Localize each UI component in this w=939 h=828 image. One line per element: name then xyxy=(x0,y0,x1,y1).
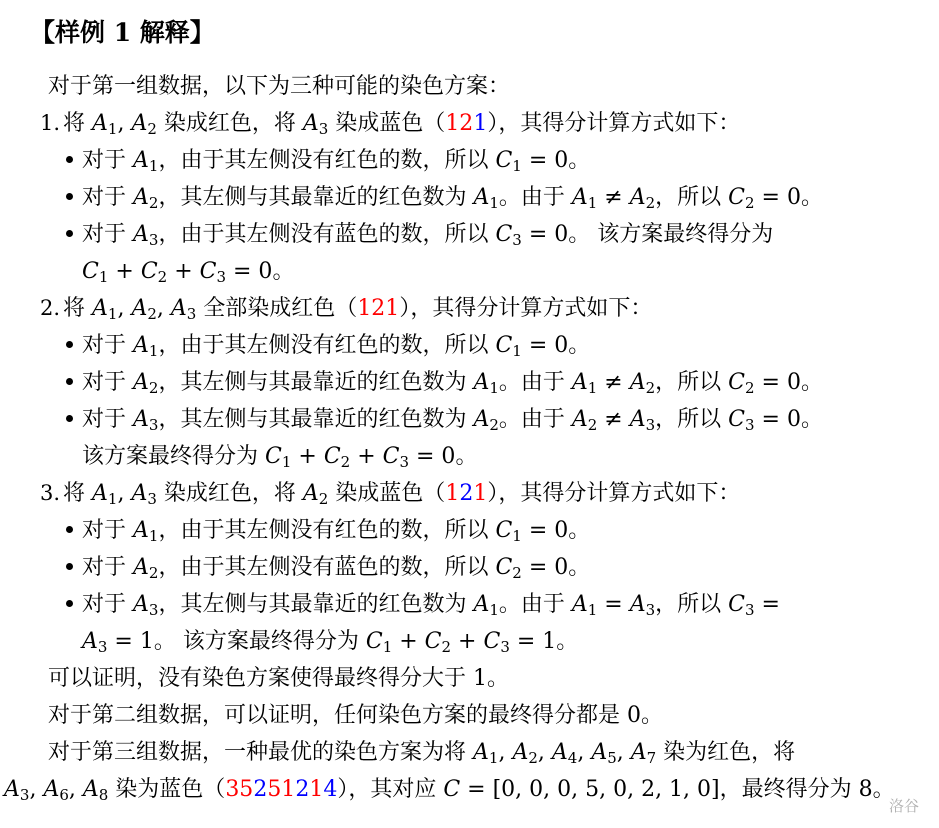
text-run: = 0 xyxy=(226,259,273,284)
text-run: A xyxy=(131,296,148,321)
bullet-item xyxy=(0,364,939,401)
text-run: A xyxy=(131,481,148,506)
text-run: 4 xyxy=(567,749,578,767)
paragraph-line xyxy=(0,771,939,808)
text-run: 染成蓝色（ xyxy=(328,111,446,136)
text-run: 3 xyxy=(645,416,656,434)
text-run: + xyxy=(392,629,425,654)
text-run: 对于 xyxy=(82,222,133,247)
text-run: A xyxy=(92,481,108,506)
text-run: C xyxy=(495,333,513,358)
text-run: 对于 xyxy=(82,518,133,543)
text-run: ≠ xyxy=(597,370,630,395)
text-run: A xyxy=(43,777,60,802)
text-run: 该方案最终得分为 xyxy=(82,444,265,469)
text-run: C xyxy=(140,259,158,284)
text-run: ，由于其左侧没有红色的数，所以 xyxy=(158,148,496,173)
numbered-item xyxy=(0,290,939,327)
text-run: 1 xyxy=(512,527,522,545)
text-run: , xyxy=(616,740,631,765)
text-run: 对于 xyxy=(82,370,133,395)
text-run: 1 xyxy=(148,342,159,360)
text-run: = 1 xyxy=(107,629,154,654)
text-run: A xyxy=(629,592,646,617)
text-run: 对于 xyxy=(82,185,133,210)
text-run: 。 xyxy=(872,777,895,802)
text-run: C xyxy=(728,592,746,617)
text-run: 3 xyxy=(186,305,197,323)
text-run: 3 xyxy=(318,120,329,138)
bullet-icon xyxy=(66,156,73,163)
bullet-item xyxy=(0,512,939,549)
text-run: A xyxy=(473,740,489,765)
text-run: 染成蓝色（ xyxy=(328,481,446,506)
text-run: C xyxy=(495,222,513,247)
continuation-line xyxy=(0,253,939,290)
text-run: + xyxy=(291,444,324,469)
text-run: C xyxy=(728,407,746,432)
text-run: C xyxy=(323,444,341,469)
text-run: C xyxy=(199,259,217,284)
text-run: A xyxy=(630,740,647,765)
text-run: 。 xyxy=(455,444,478,469)
text-run: 1 xyxy=(445,481,460,506)
text-run: 。 xyxy=(487,666,510,691)
text-run: , xyxy=(577,740,592,765)
text-run: 。由于 xyxy=(498,370,572,395)
text-run: 1 xyxy=(382,638,393,656)
text-run: = 0 xyxy=(521,222,569,247)
text-run: 3 xyxy=(216,268,227,286)
bullet-item xyxy=(0,586,939,623)
bullet-item xyxy=(0,549,939,586)
text-run: 对于 xyxy=(82,407,133,432)
text-run: ，其左侧与其最靠近的红色数为 xyxy=(158,370,474,395)
text-run: A xyxy=(170,296,187,321)
bullet-icon xyxy=(66,415,73,422)
text-run: C xyxy=(728,185,746,210)
text-run: A xyxy=(133,185,149,210)
text-run: 12 xyxy=(445,111,474,136)
text-run: A xyxy=(302,481,319,506)
text-run: 2 xyxy=(459,481,474,506)
text-run: ，由于其左侧没有红色的数，所以 xyxy=(158,333,496,358)
text-run: A xyxy=(571,185,588,210)
text-run: A xyxy=(4,777,20,802)
text-run: 。 xyxy=(800,185,823,210)
text-run: A xyxy=(92,111,108,136)
text-run: A xyxy=(133,148,149,173)
text-run: 3 xyxy=(500,638,510,656)
text-run: C xyxy=(424,629,442,654)
text-run: 3 xyxy=(19,786,30,804)
text-run: 8 xyxy=(98,786,109,804)
text-run: 2 xyxy=(645,379,656,397)
text-run: 2 xyxy=(512,564,522,582)
text-run: 3 xyxy=(148,601,159,619)
luogu-watermark: 洛谷 xyxy=(888,797,919,815)
text-run: = [0, 0, 0, 5, 0, 2, 1, 0] xyxy=(460,777,720,802)
text-run: 。 xyxy=(568,333,591,358)
text-run: A xyxy=(629,370,646,395)
text-run: = 1 xyxy=(509,629,557,654)
text-run: 将 xyxy=(63,111,92,136)
bullet-item xyxy=(0,142,939,179)
bullet-icon xyxy=(66,600,73,607)
text-run: 7 xyxy=(646,749,657,767)
text-run: A xyxy=(591,740,608,765)
text-run: 1 xyxy=(107,120,118,138)
text-run: A xyxy=(82,777,99,802)
page-title: 【样例 1 解释】 xyxy=(30,18,215,47)
text-run: ，所以 xyxy=(655,407,729,432)
text-run: 1 xyxy=(148,157,159,175)
text-run: C xyxy=(728,370,746,395)
text-run: 2 xyxy=(745,194,755,212)
text-run: = 0 xyxy=(754,407,801,432)
text-run: , xyxy=(117,296,132,321)
text-run: 对于 xyxy=(82,555,133,580)
text-run: 2 xyxy=(148,564,159,582)
text-run: 。 xyxy=(568,148,591,173)
text-run: = 0 xyxy=(521,555,569,580)
text-run: 。由于 xyxy=(498,185,572,210)
text-run: + xyxy=(108,259,141,284)
text-run: A xyxy=(571,370,588,395)
text-run: 2 xyxy=(340,453,351,471)
text-run: ，其左侧与其最靠近的红色数为 xyxy=(158,185,474,210)
text-run: C xyxy=(82,259,99,284)
text-run: , xyxy=(498,740,513,765)
text-run: C xyxy=(495,518,513,543)
text-run: 2 xyxy=(147,120,157,138)
text-run: 1 xyxy=(489,194,499,212)
text-run: ，其左侧与其最靠近的红色数为 xyxy=(158,592,474,617)
text-run: 1 xyxy=(148,527,159,545)
text-run: A xyxy=(133,555,149,580)
text-run: 3 xyxy=(399,453,410,471)
text-run: 。 xyxy=(568,518,591,543)
text-run: C xyxy=(382,444,400,469)
text-run: A xyxy=(551,740,568,765)
text-run: A xyxy=(133,407,149,432)
item-number: 2. xyxy=(40,296,61,320)
text-run: 8 xyxy=(858,777,873,802)
text-run: = 0 xyxy=(521,148,569,173)
text-run: = 0 xyxy=(409,444,456,469)
text-run: 染成红色，将 xyxy=(156,481,303,506)
text-run: 1 xyxy=(587,601,598,619)
text-run: , xyxy=(117,111,132,136)
text-run: = xyxy=(597,592,630,617)
text-run: 1 xyxy=(587,194,598,212)
text-run: A xyxy=(473,370,490,395)
text-run: ，其左侧与其最靠近的红色数为 xyxy=(158,407,474,432)
text-run: A xyxy=(133,592,149,617)
text-run: 。 xyxy=(800,407,823,432)
text-run: 可以证明，没有染色方案使得最终得分大于 xyxy=(48,666,473,691)
text-run: , xyxy=(537,740,552,765)
text-run: 2 xyxy=(318,490,329,508)
text-run: 2 xyxy=(489,416,499,434)
bullet-item xyxy=(0,327,939,364)
continuation-line xyxy=(0,438,939,475)
text-run: 1 xyxy=(512,342,522,360)
text-run: 染为红色，将 xyxy=(656,740,796,765)
text-run: 1 xyxy=(489,601,499,619)
text-run: ，由于其左侧没有蓝色的数，所以 xyxy=(158,555,496,580)
text-run: ），其得分计算方式如下： xyxy=(399,296,653,321)
text-run: = xyxy=(754,592,780,617)
paragraph-line xyxy=(0,734,939,771)
text-run: 1 xyxy=(281,453,292,471)
text-run: 1 xyxy=(473,666,487,691)
document-body xyxy=(0,68,939,808)
text-run: 2 xyxy=(295,777,310,802)
text-run: 1 xyxy=(309,777,324,802)
text-run: 3 xyxy=(512,231,522,249)
text-run: 0 xyxy=(627,703,641,728)
text-run: 1 xyxy=(107,305,118,323)
text-run: C xyxy=(483,629,501,654)
text-run: 。 xyxy=(568,555,591,580)
text-run: 2 xyxy=(147,305,157,323)
text-run: + xyxy=(350,444,383,469)
bullet-item xyxy=(0,401,939,438)
text-run: = 0 xyxy=(521,333,569,358)
paragraph-line xyxy=(0,697,939,734)
numbered-item xyxy=(0,105,939,142)
text-run: 2 xyxy=(745,379,755,397)
text-run: 3 xyxy=(147,490,157,508)
text-run: A xyxy=(473,592,490,617)
text-run: A xyxy=(133,370,149,395)
text-run: 5 xyxy=(607,749,617,767)
text-run: A xyxy=(629,185,646,210)
text-run: 3 xyxy=(745,416,755,434)
text-run: 对于第三组数据，一种最优的染色方案为将 xyxy=(48,740,473,765)
text-run: A xyxy=(302,111,319,136)
text-run: C xyxy=(265,444,282,469)
bullet-icon xyxy=(66,378,73,385)
bullet-icon xyxy=(66,526,73,533)
bullet-icon xyxy=(66,230,73,237)
text-run: 将 xyxy=(63,481,92,506)
text-run: A xyxy=(629,407,646,432)
text-run: 3 xyxy=(148,231,159,249)
text-run: A xyxy=(473,407,490,432)
text-run: 2 xyxy=(528,749,538,767)
text-run: 3 xyxy=(148,416,159,434)
text-run: 对于 xyxy=(82,592,133,617)
text-run: 2 xyxy=(157,268,168,286)
text-run: 染成红色，将 xyxy=(156,111,303,136)
text-run: ，由于其左侧没有红色的数，所以 xyxy=(158,518,496,543)
text-run: ，所以 xyxy=(655,185,729,210)
text-run: 。 xyxy=(272,259,295,284)
continuation-line xyxy=(0,623,939,660)
text-run: A xyxy=(133,333,149,358)
text-run: A xyxy=(82,629,98,654)
item-number: 3. xyxy=(40,481,61,505)
bullet-item xyxy=(0,216,939,253)
paragraph-line xyxy=(0,660,939,697)
bullet-item xyxy=(0,179,939,216)
text-run: 对于 xyxy=(82,148,133,173)
numbered-item xyxy=(0,475,939,512)
text-run: 3 xyxy=(645,601,656,619)
text-run: 4 xyxy=(323,777,338,802)
text-run: 3 xyxy=(97,638,108,656)
text-run: A xyxy=(571,407,588,432)
text-run: 。 xyxy=(641,703,664,728)
bullet-icon xyxy=(66,341,73,348)
text-run: 121 xyxy=(357,296,400,321)
bullet-icon xyxy=(66,193,73,200)
text-run: ，所以 xyxy=(655,370,729,395)
text-run: 2 xyxy=(441,638,452,656)
text-run: A xyxy=(131,111,148,136)
text-run: C xyxy=(495,555,513,580)
text-run: A xyxy=(133,518,149,543)
text-run: 2 xyxy=(148,379,159,397)
text-run: 2 xyxy=(645,194,656,212)
text-run: = 0 xyxy=(754,370,801,395)
text-run: 。 该方案最终得分为 xyxy=(153,629,366,654)
text-run: 1 xyxy=(488,749,499,767)
text-run: + xyxy=(167,259,200,284)
text-run: , xyxy=(68,777,83,802)
text-run: ），其对应 xyxy=(337,777,444,802)
text-run: 。 xyxy=(556,629,579,654)
text-run: 。由于 xyxy=(498,407,572,432)
text-run: , xyxy=(156,296,171,321)
text-run: ，由于其左侧没有蓝色的数，所以 xyxy=(158,222,496,247)
text-run: 2 xyxy=(253,777,268,802)
text-run: 将 xyxy=(63,296,92,321)
text-run: ≠ xyxy=(597,407,630,432)
bullet-icon xyxy=(66,563,73,570)
text-run: 对于第二组数据，可以证明，任何染色方案的最终得分都是 xyxy=(48,703,627,728)
text-run: 1 xyxy=(489,379,499,397)
text-run: 对于第一组数据，以下为三种可能的染色方案： xyxy=(48,74,511,99)
text-run: 。由于 xyxy=(498,592,572,617)
text-run: 1 xyxy=(473,111,488,136)
text-run: 。 该方案最终得分为 xyxy=(568,222,774,247)
text-run: A xyxy=(92,296,108,321)
text-run: 全部染成红色（ xyxy=(196,296,358,321)
text-run: = 0 xyxy=(521,518,569,543)
item-number: 1. xyxy=(40,111,61,135)
text-run: ），其得分计算方式如下： xyxy=(487,111,741,136)
text-run: = 0 xyxy=(754,185,801,210)
text-run: , xyxy=(29,777,44,802)
text-run: 1 xyxy=(98,268,109,286)
text-run: ≠ xyxy=(597,185,630,210)
text-run: 1 xyxy=(587,379,598,397)
text-run: A xyxy=(133,222,149,247)
text-run: 2 xyxy=(148,194,159,212)
text-run: ），其得分计算方式如下： xyxy=(487,481,741,506)
text-run: , xyxy=(117,481,132,506)
text-run: 1 xyxy=(107,490,118,508)
text-run: A xyxy=(473,185,490,210)
text-run: A xyxy=(571,592,588,617)
text-run: 6 xyxy=(59,786,69,804)
text-run: A xyxy=(512,740,529,765)
text-run: C xyxy=(495,148,513,173)
text-run: 1 xyxy=(473,481,488,506)
text-run: 51 xyxy=(267,777,296,802)
text-run: 35 xyxy=(225,777,254,802)
text-run: ，所以 xyxy=(655,592,729,617)
text-run: 3 xyxy=(745,601,755,619)
text-run: 染为蓝色（ xyxy=(108,777,226,802)
text-run: 。 xyxy=(800,370,823,395)
text-run: ，最终得分为 xyxy=(719,777,859,802)
text-run: + xyxy=(451,629,484,654)
text-run: C xyxy=(443,777,461,802)
text-run: 对于 xyxy=(82,333,133,358)
paragraph-line xyxy=(0,68,939,105)
text-run: 1 xyxy=(512,157,522,175)
text-run: C xyxy=(365,629,383,654)
text-run: 2 xyxy=(587,416,598,434)
